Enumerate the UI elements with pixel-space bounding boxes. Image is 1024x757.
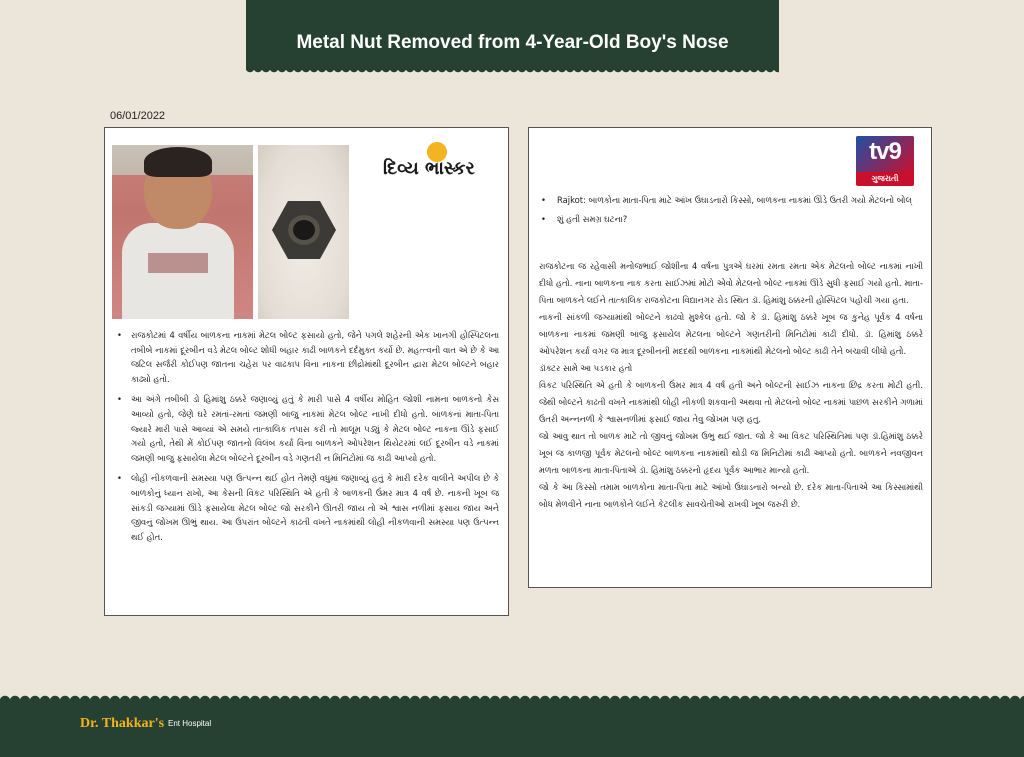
metal-nut-photo [258,145,349,319]
tv9-article [528,127,932,588]
paragraph: જો કે આ કિસ્સો તમામ બાળકોના માતા-પિતા માટે આંખો ઉઘાડનારો બન્યો છે. દરેક માતા-પિતાએ આ કિસ્સામાંથી બોધ મેળવીને નાના બાળકોને લઈને કેટલીક સાવચેતીઓ રાખવી ખૂબ જરુરી છે. [539,482,923,509]
paragraph: રાજકોટના જ રહેવાસી મનોજભાઈ જોશીના 4 વર્ષના પુત્રએ ઘરમાં રમતા રમતા એક મેટલનો બોલ્ટ નાકમાં નાખી દીધો હતો. નાના બાળકના નાક કરતા સાઈઝમાં મોટો એવો મેટલનો બોલ્ટ નાકમાં ઊંડે સુધી ફસાઈ ગયો હતો. માતા-પિતા બાળકને લઈને તાત્કાલિક રાજકોટના વિદ્યાનગર રોડ સ્થિત ડૉ. હિમાંશુ ઠક્કરની હોસ્પિટલ પહોંચી ગયા હતા. [539,261,923,305]
list-item: • આ અંગે તબીબી ડો હિમાંશુ ઠક્કરે જણાવ્યું હતું કે મારી પાસે 4 વર્ષીય મોહિત જોશી નામના બાળકનો કેસ આવ્યો હતો, જેણે ઘરે રમતાં-રમતાં જમણી બાજુ નાકમાં મેટલ બોલ્ટ નાખી દીધો હતો. બાળકનાં માતા-પિતા જ્યારે મારી પાસે આવ્યાં એ સમયે તાત્કાલિક તપાસ કરી તો માલૂમ પડ્યું કે મેટલ બોલ્ટ નાકના ઊંડે ફસાઈ ગયો હતો, તેથી મેં કોઈપણ જાતનો વિલંબ કર્યા વિના બાળકને ઓપરેશન થિયેટરમાં લઈ દૂરબીન વડે નાકમાં જમણી બાજુ ફસાયેલા મેટલ બોલ્ટને દૂરબીન વડે ગણતરી ન મિનિટોમાં જ કાઢી આપ્યો હતો. [117,392,499,465]
right-article-body [539,258,923,513]
footer [0,700,1024,757]
hospital-sub: Ent Hospital [168,719,212,728]
left-article-bullets [117,328,499,550]
subheading: ડૉક્ટર સામે આ પડકાર હતો [539,363,633,373]
divya-bhaskar-logo: દિવ્ય ભાસ્કર [383,142,495,186]
paragraph: જો આવુ થાત તો બાળક માટે તો જીવનું જોખમ ઉભુ થઈ જાત. જો કે આ વિકટ પરિસ્થિતિમાં પણ ડૉ.હિમાંશુ ઠક્કરે ખૂબ જ કાળજી પૂર્વક મેટલનો બોલ્ટ બાળકના નાકમાંથી થોડી જ મિનિટોમાં કાઢી આપ્યો હતો. બાળકને નવજીવન મળતા બાળકના માતા-પિતાએ ડૉ. હિમાંશુ ઠક્કરનો હૃદય પૂર્વક આભાર માન્યો હતો. [539,431,923,475]
list-item: • લોહી નીકળવાની સમસ્યા પણ ઉત્પન્ન થઈ હોત તેમણે વધુમાં જણાવ્યું હતું કે મારી દરેક વાલીને અપીલ છે કે બાળકોનું ધ્યાન રાખો, આ કેસની વિકટ પરિસ્થિતિ એ હતી કે બાળકની ઉંમર માત્ર 4 વર્ષ છે. નાકની ખૂબ જ સાંકડી જગ્યામાં ઊંડે ફસાયેલા મેટલ બોલ્ટ જો સરકીને ઊતરી જાય તો એ શ્વાસ નળીમાં ફસાય જાય અને જીવનું જોખમ ઊભું થાય. આ ઉપરાંત બોલ્ટને કાઢતી વખતે નાકમાંથી લોહી નીકળવાની સમસ્યા પણ ઉત્પન્ન થઈ હોત. [117,471,499,544]
page-title: Metal Nut Removed from 4-Year-Old Boy's Nose [296,32,729,53]
list-item: • Rajkot: બાળકોના માતા-પિતા માટે આંખ ઉઘાડનારો કિસ્સો, બાળકના નાકમાં ઊંડે ઉતરી ગયો મેટલનો બોલ્ [539,192,923,209]
list-item: • રાજકોટમાં 4 વર્ષીય બાળકના નાકમાં મેટલ બોલ્ટ ફસાયો હતો, જેને પગલે શહેરની એક ખાનગી હોસ્પિટલના તબીબે નાકમાં દૂરબીન વડે મેટલ બોલ્ટ શોધી બહાર કાઢી બાળકને દર્દમુક્ત કર્યો છે. મહત્ત્વની વાત એ છે કે આ જટિલ સર્જરી કોઈપણ જાતના ચહેરા પર વાઢકાપ વિના નાકના છીદ્રોમાંથી દૂરબીન દ્વારા મેટલ બોલ્ટને બહાર કાઢ્યો હતો. [117,328,499,386]
paragraph: નાકની સાંકળી જગ્યામાંથી બોલ્ટને કાઢવો મુશ્કેલ હતો. જો કે ડૉ. હિમાંશુ ઠક્કરે ખૂબ જ કુનેહ પૂર્વક 4 વર્ષના બાળકના નાકમાં જમણી બાજુ ફસાયેલ મેટલના બોલ્ટને ગણતરીની મિનિટોમાં કાઢી દીધો. ડૉ. હિમાંશુ ઠક્કરે ઓપરેશન કર્યા વગર જ માત્ર દૂરબીનની મદદથી બાળકના નાકમાંથી મેટલનો બોલ્ટ કાઢી તેને બચાવી લીધો હતો. [539,312,923,356]
right-article-bullets [539,192,923,230]
tv9-logo: tv9 ગુજરાતી [856,136,914,186]
boy-photo [112,145,253,319]
divya-bhaskar-article [104,127,509,616]
date-label: 06/01/2022 [110,110,166,122]
paragraph: વિકટ પરિસ્થિતિ એ હતી કે બાળકની ઉંમર માત્ર 4 વર્ષ હતી અને બોલ્ટની સાઈઝ નાકના છિદ્ર કરતા મોટી હતી. જેથી બોલ્ટને કાઢતી વખતે નાકમાંથી લોહી નીકળી શકવાની અથવા તો મેટલનો બોલ્ટ નાકમાં પાછળ સરકીને ગળામાં ઉતરી અન્નનળી કે શ્વાસનળીમાં ફસાઈ જાય તેવુ જોખમ પણ હતુ. [539,380,923,424]
title-banner [246,0,779,70]
hospital-brand: Dr. Thakkar's [80,716,165,731]
list-item: • શું હતી સમગ્ર ઘટના? [539,211,923,228]
